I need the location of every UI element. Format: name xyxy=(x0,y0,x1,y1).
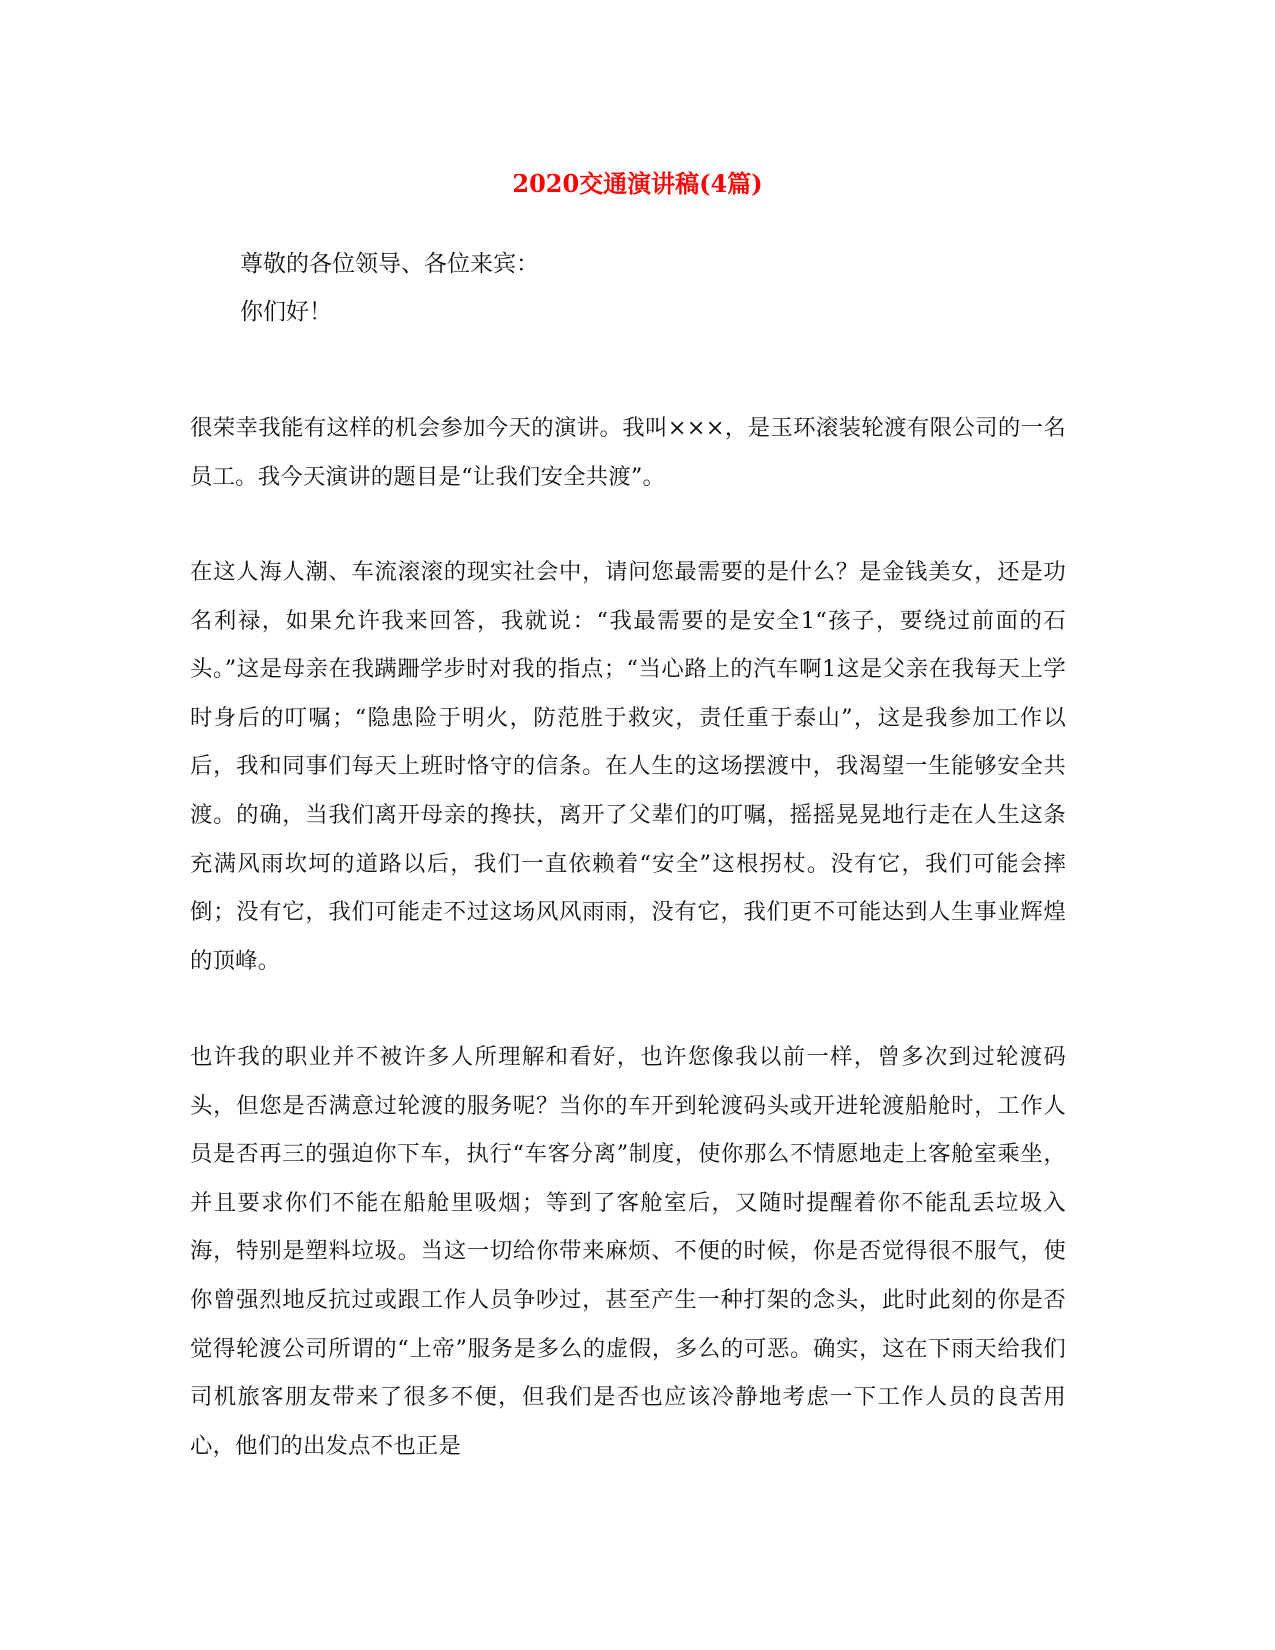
paragraph-safety: 在这人海人潮、车流滚滚的现实社会中，请问您最需要的是什么？是金钱美女，还是功名利禄，如果允许我来回答，我就说：“我最需要的是安全1“孩子，要绕过前面的石头。”这是母亲在我蹒跚学步时对我的指点；“当心路上的汽车啊1这是父亲在我每天上学时身后的叮嘱；“隐患险于明火，防范胜于救灾，责任重于泰山”，这是我参加工作以后，我和同事们每天上班时恪守的信条。在人生的这场摆渡中，我渴望一生能够安全共渡。的确，当我们离开母亲的搀扶，离开了父辈们的叮嘱，摇摇晃晃地行走在人生这条充满风雨坎坷的道路以后，我们一直依赖着“安全”这根拐杖。没有它，我们可能会摔倒；没有它，我们可能走不过这场风风雨雨，没有它，我们更不可能达到人生事业辉煌的顶峰。 xyxy=(190,559,1066,974)
hello-line: 你们好！ xyxy=(240,299,332,325)
greeting-line: 尊敬的各位领导、各位来宾： xyxy=(240,251,539,277)
paragraph-intro: 很荣幸我能有这样的机会参加今天的演讲。我叫×××，是玉环滚装轮渡有限公司的一名员工。我今天演讲的题目是“让我们安全共渡”。 xyxy=(190,415,1066,490)
salutation-block xyxy=(240,240,539,336)
document-title: 2020交通演讲稿(4篇) xyxy=(512,169,763,198)
paragraph-ferry-service: 也许我的职业并不被许多人所理解和看好，也许您像我以前一样，曾多次到过轮渡码头，但您是否满意过轮渡的服务呢？当你的车开到轮渡码头或开进轮渡船舱时，工作人员是否再三的强迫你下车，执行“车客分离”制度，使你那么不情愿地走上客舱室乘坐，并且要求你们不能在船舱里吸烟；等到了客舱室后，又随时提醒着你不能乱丢垃圾入海，特别是塑料垃圾。当这一切给你带来麻烦、不便的时候，你是否觉得很不服气，使你曾强烈地反抗过或跟工作人员争吵过，甚至产生一种打架的念头，此时此刻的你是否觉得轮渡公司所谓的“上帝”服务是多么的虚假，多么的可恶。确实，这在下雨天给我们司机旅客朋友带来了很多不便，但我们是否也应该冷静地考虑一下工作人员的良苦用心，他们的出发点不也正是 xyxy=(190,1044,1066,1459)
